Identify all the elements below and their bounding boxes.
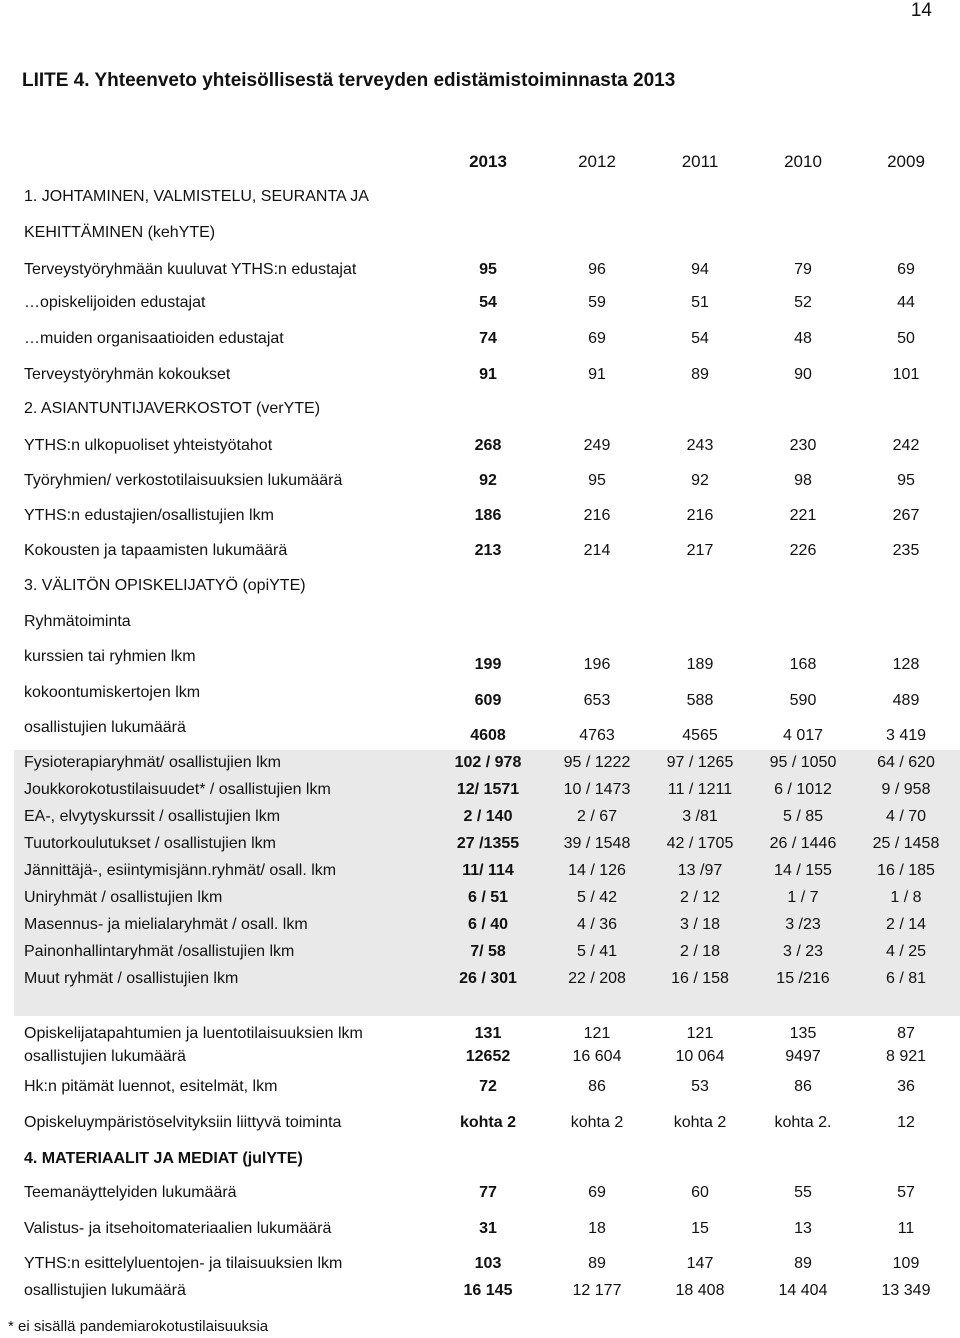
value-cell-2009: 36	[897, 1078, 915, 1095]
value-cell-2011: 588	[686, 692, 714, 709]
value-cell-2009: 87	[897, 1025, 915, 1042]
value-cell-2013: 4608	[470, 727, 506, 744]
value-cell-2013: 609	[474, 692, 502, 709]
value-cell-2009: 235	[892, 542, 920, 559]
value-cell-2012: 59	[588, 294, 606, 311]
value-cell-2009: 25 / 1458	[872, 835, 940, 852]
value-cell-2013: 7/ 58	[470, 943, 506, 960]
value-cell-2012: 14 / 126	[568, 862, 626, 879]
value-cell-2010: 3 /23	[785, 916, 821, 933]
value-cell-2013: 131	[474, 1025, 502, 1042]
value-cell-2010: 3 / 23	[782, 943, 824, 960]
row-label: Terveystyöryhmään kuuluvat YTHS:n edustajat	[24, 261, 357, 278]
row-label: Valistus- ja itsehoitomateriaalien lukumäärä	[24, 1220, 332, 1237]
value-cell-2013: 186	[474, 507, 502, 524]
row-label: …muiden organisaatioiden edustajat	[24, 330, 284, 347]
value-cell-2012: 214	[583, 542, 611, 559]
table-row	[0, 258, 960, 282]
value-cell-2013: 213	[474, 542, 502, 559]
value-cell-2009: 9 / 958	[881, 781, 931, 798]
value-cell-2012: 96	[588, 261, 606, 278]
value-cell-2009: 64 / 620	[877, 754, 935, 771]
value-cell-2013: 72	[479, 1078, 497, 1095]
row-label: YTHS:n edustajien/osallistujien lkm	[24, 507, 274, 524]
table-row	[0, 832, 960, 856]
row-label: Kokousten ja tapaamisten lukumäärä	[24, 542, 288, 559]
value-cell-2012: 4763	[579, 727, 615, 744]
value-cell-2012: 95 / 1222	[563, 754, 631, 771]
row-label: Joukkorokotustilaisuudet* / osallistujien lkm	[24, 781, 331, 798]
value-cell-2011: 51	[691, 294, 709, 311]
value-cell-2011: 243	[686, 437, 714, 454]
row-label: kurssien tai ryhmien lkm	[24, 648, 196, 665]
value-cell-2011: kohta 2	[673, 1114, 727, 1131]
value-cell-2012: 89	[588, 1255, 606, 1272]
value-cell-2011: 92	[691, 472, 709, 489]
value-cell-2012: 22 / 208	[568, 970, 626, 987]
value-cell-2011: 60	[691, 1184, 709, 1201]
value-cell-2013: 92	[479, 472, 497, 489]
value-cell-2010: 14 / 155	[774, 862, 832, 879]
value-cell-2012: kohta 2	[570, 1114, 624, 1131]
table-row	[0, 645, 960, 673]
value-cell-2009: 16 / 185	[877, 862, 935, 879]
table-row	[0, 504, 960, 528]
year-header: 2013	[469, 152, 507, 171]
value-cell-2013: 54	[479, 294, 497, 311]
table-row	[0, 1022, 960, 1046]
value-cell-2013: 74	[479, 330, 497, 347]
value-cell-2011: 18 408	[675, 1282, 725, 1299]
value-cell-2010: 135	[789, 1025, 817, 1042]
row-label: osallistujien lukumäärä	[24, 1282, 186, 1299]
row-label: Työryhmien/ verkostotilaisuuksien lukumäärä	[24, 472, 343, 489]
row-label: Teemanäyttelyiden lukumäärä	[24, 1184, 237, 1201]
table-row	[0, 967, 960, 991]
table-row	[0, 716, 960, 744]
year-header: 2012	[578, 152, 616, 171]
value-cell-2010: 79	[794, 261, 812, 278]
section-heading: KEHITTÄMINEN (kehYTE)	[24, 224, 216, 241]
value-cell-2009: 4 / 70	[885, 808, 927, 825]
value-cell-2013: 12652	[465, 1048, 511, 1065]
value-cell-2011: 217	[686, 542, 714, 559]
table-row	[0, 434, 960, 458]
value-cell-2009: 3 419	[885, 727, 927, 744]
row-label: …opiskelijoiden edustajat	[24, 294, 206, 311]
row-label: Opiskeluympäristöselvityksiin liittyvä toiminta	[24, 1114, 342, 1131]
value-cell-2010: 26 / 1446	[769, 835, 837, 852]
table-row	[0, 1217, 960, 1241]
value-cell-2010: 4 017	[782, 727, 824, 744]
value-cell-2009: 242	[892, 437, 920, 454]
table-row	[0, 886, 960, 910]
value-cell-2013: 6 / 51	[467, 889, 509, 906]
value-cell-2011: 16 / 158	[671, 970, 729, 987]
section-heading: 3. VÄLITÖN OPISKELIJATYÖ (opiYTE)	[24, 577, 306, 594]
value-cell-2012: 5 / 42	[576, 889, 618, 906]
value-cell-2013: 27 /1355	[456, 835, 520, 852]
value-cell-2010: 48	[794, 330, 812, 347]
table-row	[0, 913, 960, 937]
value-cell-2010: 6 / 1012	[774, 781, 832, 798]
value-cell-2013: 31	[479, 1220, 497, 1237]
page-number: 14	[910, 0, 932, 21]
table-row	[0, 291, 960, 315]
value-cell-2012: 18	[588, 1220, 606, 1237]
value-cell-2012: 249	[583, 437, 611, 454]
value-cell-2012: 10 / 1473	[563, 781, 631, 798]
year-header-row	[0, 150, 960, 174]
value-cell-2012: 95	[588, 472, 606, 489]
value-cell-2011: 147	[686, 1255, 714, 1272]
value-cell-2009: 69	[897, 261, 915, 278]
table-row	[0, 327, 960, 351]
value-cell-2009: 50	[897, 330, 915, 347]
value-cell-2012: 216	[583, 507, 611, 524]
footnote: * ei sisällä pandemiarokotustilaisuuksia	[8, 1318, 269, 1335]
value-cell-2013: 95	[479, 261, 497, 278]
year-header: 2009	[887, 152, 925, 171]
value-cell-2013: 12/ 1571	[456, 781, 520, 798]
row-label: Muut ryhmät / osallistujien lkm	[24, 970, 239, 987]
value-cell-2010: 98	[794, 472, 812, 489]
row-label: osallistujien lukumäärä	[24, 719, 186, 736]
value-cell-2013: 6 / 40	[467, 916, 509, 933]
row-label: Fysioterapiaryhmät/ osallistujien lkm	[24, 754, 281, 771]
value-cell-2009: 2 / 14	[885, 916, 927, 933]
row-label: YTHS:n esittelyluentojen- ja tilaisuuksien lkm	[24, 1255, 343, 1272]
value-cell-2011: 11 / 1211	[667, 781, 733, 798]
value-cell-2009: 11	[897, 1220, 915, 1237]
value-cell-2011: 53	[691, 1078, 709, 1095]
row-label: Tuutorkoulutukset / osallistujien lkm	[24, 835, 276, 852]
table-row	[0, 859, 960, 883]
value-cell-2009: 4 / 25	[885, 943, 927, 960]
value-cell-2009: 8 921	[885, 1048, 927, 1065]
value-cell-2011: 54	[691, 330, 709, 347]
table-row	[0, 539, 960, 563]
value-cell-2013: 11/ 114	[462, 862, 514, 879]
section-heading: 2. ASIANTUNTIJAVERKOSTOT (verYTE)	[24, 400, 321, 417]
table-row	[0, 751, 960, 775]
table-row	[0, 778, 960, 802]
value-cell-2010: 590	[789, 692, 817, 709]
value-cell-2012: 91	[588, 366, 606, 383]
value-cell-2011: 2 / 18	[679, 943, 721, 960]
value-cell-2010: 221	[789, 507, 817, 524]
value-cell-2010: 1 / 7	[787, 889, 819, 906]
value-cell-2010: 15 /216	[776, 970, 830, 987]
table-row	[0, 940, 960, 964]
table-row	[0, 1045, 960, 1069]
value-cell-2011: 189	[686, 656, 714, 673]
value-cell-2010: 14 404	[778, 1282, 828, 1299]
value-cell-2012: 86	[588, 1078, 606, 1095]
table-row	[0, 469, 960, 493]
value-cell-2012: 4 / 36	[576, 916, 618, 933]
value-cell-2011: 89	[691, 366, 709, 383]
table-row	[0, 681, 960, 709]
value-cell-2013: kohta 2	[459, 1114, 516, 1131]
value-cell-2011: 121	[686, 1025, 714, 1042]
value-cell-2013: 103	[474, 1255, 502, 1272]
row-label: YTHS:n ulkopuoliset yhteistyötahot	[24, 437, 273, 454]
value-cell-2009: 109	[892, 1255, 920, 1272]
row-label: Jännittäjä-, esiintymisjänn.ryhmät/ osall. lkm	[24, 862, 337, 879]
value-cell-2010: 90	[794, 366, 812, 383]
table-row	[0, 1111, 960, 1135]
value-cell-2010: 5 / 85	[782, 808, 824, 825]
value-cell-2010: 86	[794, 1078, 812, 1095]
value-cell-2010: kohta 2.	[774, 1114, 832, 1131]
value-cell-2010: 95 / 1050	[769, 754, 837, 771]
row-label: Masennus- ja mielialaryhmät / osall. lkm	[24, 916, 308, 933]
value-cell-2009: 267	[892, 507, 920, 524]
value-cell-2010: 9497	[785, 1048, 821, 1065]
table-row	[0, 1279, 960, 1303]
value-cell-2012: 69	[588, 330, 606, 347]
value-cell-2010: 89	[794, 1255, 812, 1272]
table-row	[0, 1252, 960, 1276]
table-row	[0, 1075, 960, 1099]
value-cell-2012: 121	[583, 1025, 611, 1042]
value-cell-2010: 230	[789, 437, 817, 454]
row-label: Painonhallintaryhmät /osallistujien lkm	[24, 943, 295, 960]
value-cell-2010: 52	[794, 294, 812, 311]
value-cell-2009: 13 349	[881, 1282, 931, 1299]
value-cell-2013: 102 / 978	[454, 754, 522, 771]
value-cell-2009: 128	[892, 656, 920, 673]
value-cell-2012: 69	[588, 1184, 606, 1201]
year-header: 2011	[681, 152, 719, 171]
value-cell-2010: 13	[794, 1220, 812, 1237]
value-cell-2011: 2 / 12	[679, 889, 721, 906]
value-cell-2013: 26 / 301	[459, 970, 517, 987]
section-heading: 1. JOHTAMINEN, VALMISTELU, SEURANTA JA	[24, 188, 369, 205]
value-cell-2009: 12	[897, 1114, 915, 1131]
value-cell-2011: 3 / 18	[679, 916, 721, 933]
value-cell-2012: 5 / 41	[576, 943, 618, 960]
value-cell-2010: 168	[789, 656, 817, 673]
table-row	[0, 1181, 960, 1205]
year-header: 2010	[784, 152, 822, 171]
row-label: Hk:n pitämät luennot, esitelmät, lkm	[24, 1078, 278, 1095]
row-label: osallistujien lukumäärä	[24, 1048, 186, 1065]
value-cell-2011: 4565	[682, 727, 718, 744]
row-label: Opiskelijatapahtumien ja luentotilaisuuksien lkm	[24, 1025, 363, 1042]
value-cell-2013: 2 / 140	[463, 808, 513, 825]
value-cell-2013: 199	[474, 656, 502, 673]
value-cell-2010: 55	[794, 1184, 812, 1201]
value-cell-2011: 216	[686, 507, 714, 524]
value-cell-2012: 16 604	[572, 1048, 622, 1065]
value-cell-2009: 1 / 8	[890, 889, 922, 906]
value-cell-2012: 2 / 67	[576, 808, 618, 825]
value-cell-2009: 6 / 81	[885, 970, 927, 987]
value-cell-2013: 268	[474, 437, 502, 454]
value-cell-2011: 97 / 1265	[666, 754, 734, 771]
value-cell-2009: 95	[897, 472, 915, 489]
row-label: EA-, elvytyskurssit / osallistujien lkm	[24, 808, 281, 825]
value-cell-2009: 489	[892, 692, 920, 709]
value-cell-2013: 77	[479, 1184, 497, 1201]
row-label: Terveystyöryhmän kokoukset	[24, 366, 231, 383]
page-title: LIITE 4. Yhteenveto yhteisöllisestä terveyden edistämistoiminnasta 2013	[22, 70, 676, 91]
value-cell-2012: 12 177	[572, 1282, 622, 1299]
table-row	[0, 805, 960, 829]
value-cell-2013: 91	[479, 366, 497, 383]
value-cell-2011: 10 064	[675, 1048, 725, 1065]
value-cell-2011: 42 / 1705	[666, 835, 734, 852]
value-cell-2011: 94	[691, 261, 709, 278]
value-cell-2011: 3 /81	[682, 808, 718, 825]
value-cell-2013: 16 145	[463, 1282, 513, 1299]
row-label: kokoontumiskertojen lkm	[24, 684, 201, 701]
value-cell-2012: 653	[583, 692, 611, 709]
value-cell-2010: 226	[789, 542, 817, 559]
row-label: Uniryhmät / osallistujien lkm	[24, 889, 223, 906]
value-cell-2009: 57	[897, 1184, 915, 1201]
value-cell-2012: 39 / 1548	[563, 835, 631, 852]
value-cell-2011: 13 /97	[677, 862, 723, 879]
value-cell-2011: 15	[691, 1220, 709, 1237]
section-heading: 4. MATERIAALIT JA MEDIAT (julYTE)	[24, 1150, 303, 1167]
value-cell-2009: 101	[892, 366, 920, 383]
table-row	[0, 363, 960, 387]
value-cell-2009: 44	[897, 294, 915, 311]
subsection-heading: Ryhmätoiminta	[24, 613, 131, 630]
value-cell-2012: 196	[583, 656, 611, 673]
